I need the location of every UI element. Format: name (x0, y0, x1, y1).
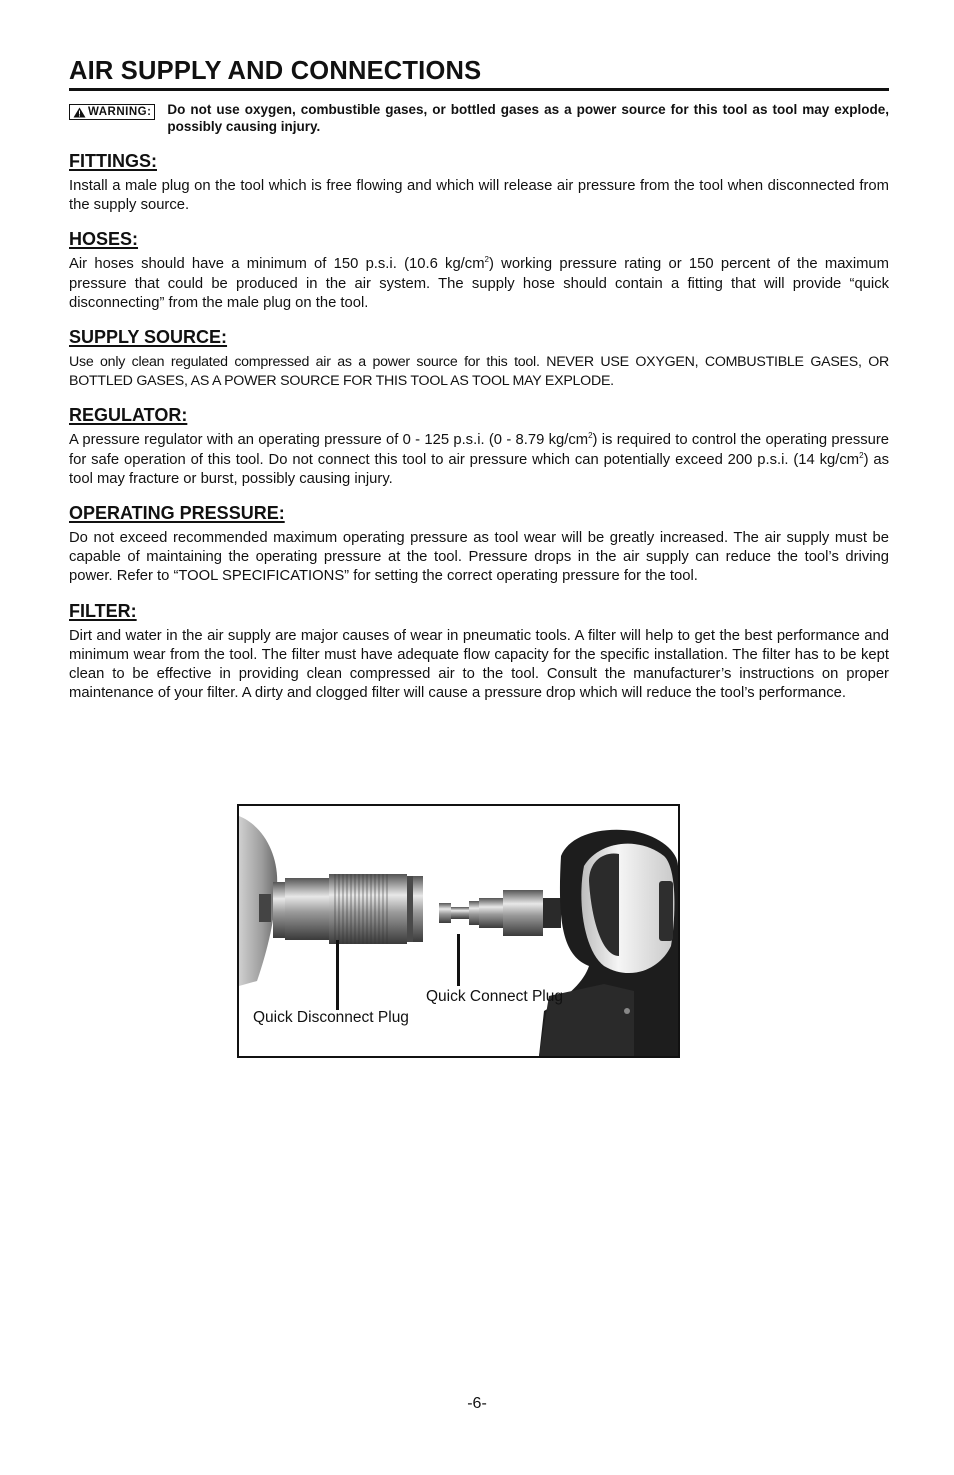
fittings-heading: FITTINGS: (69, 151, 157, 171)
regulator-superscript-b: 2 (859, 450, 864, 460)
warning-badge (69, 104, 155, 120)
filter-body: Dirt and water in the air supply are major causes of wear in pneumatic tools. A filter will help to get the best performance and minimum wear from the tool. The filter must have adequate flow capacity for the specific installation. The filter has to be kept clean to be effective in providing clean compressed air to the tool. Consult the manufacturer’s instructions on proper maintenance of your filter. A dirty and clogged filter will cause a pressure drop which will reduce the tool’s performance. (69, 627, 889, 702)
warning-triangle-icon (73, 107, 86, 118)
warning-badge-label: WARNING: (88, 106, 152, 118)
hoses-body-part-a: Air hoses should have a minimum of 150 p.s.i. (10.6 kg/cm (69, 256, 485, 273)
warning-block (69, 101, 889, 135)
regulator-superscript-a: 2 (588, 431, 593, 441)
quick-connect-plug-label: Quick Connect Plug (426, 988, 563, 1005)
supply-source-heading: SUPPLY SOURCE: (69, 327, 228, 348)
filter-heading: FILTER: (69, 600, 137, 621)
connect-callout-line (457, 934, 460, 986)
hoses-heading: HOSES: (69, 229, 139, 250)
page-number: -6- (467, 1395, 487, 1412)
regulator-heading: REGULATOR: (69, 405, 188, 426)
hoses-body (69, 255, 889, 313)
regulator-body-part-c: ) as tool may fracture or burst, possibly causing injury. (69, 451, 889, 487)
regulator-body (69, 431, 889, 489)
hoses-body-part-b: ) working pressure rating or 150 percent of the maximum pressure that could be produced in the air system. The supply hose should contain a fitting that will provide “quick disconnecting” from the male plug on the tool. (69, 256, 889, 311)
warning-text: Do not use oxygen, combustible gases, or bottled gases as a power source for this tool as tool may explode, possibly causing injury. (167, 102, 889, 134)
supply-source-body: Use only clean regulated compressed air as a power source for this tool. NEVER USE OXYGEN, COMBUSTIBLE GASES, OR BOTTLED GASES, AS A POWER SOURCE FOR THIS TOOL AS TOOL MAY EXPLODE. (69, 354, 889, 390)
page-title: AIR SUPPLY AND CONNECTIONS (69, 56, 889, 91)
operating-pressure-heading: OPERATING PRESSURE: (69, 503, 285, 524)
quick-disconnect-plug-label: Quick Disconnect Plug (253, 1009, 409, 1026)
connection-photo-figure (237, 804, 680, 1058)
regulator-body-part-b: ) is required to control the operating pressure for safe operation of this tool. Do not connect this tool to air pressure which can potentially exceed 200 p.s.i. (14 kg/cm (69, 432, 889, 468)
page-content (69, 56, 889, 703)
hoses-superscript: 2 (484, 255, 489, 265)
regulator-body-part-a: A pressure regulator with an operating pressure of 0 - 125 p.s.i. (0 - 8.79 kg/cm (69, 432, 589, 449)
disconnect-callout-line (336, 940, 339, 1010)
fittings-body: Install a male plug on the tool which is free flowing and which will release air pressure from the tool when disconnected from the supply source. (69, 178, 889, 214)
operating-pressure-body: Do not exceed recommended maximum operating pressure as tool wear will be greatly increased. The air supply must be capable of maintaining the operating pressure at the tool. Pressure drops in the air supply can reduce the tool’s driving power. Refer to “TOOL SPECIFICATIONS” for setting the correct operating pressure for the tool. (69, 530, 889, 585)
